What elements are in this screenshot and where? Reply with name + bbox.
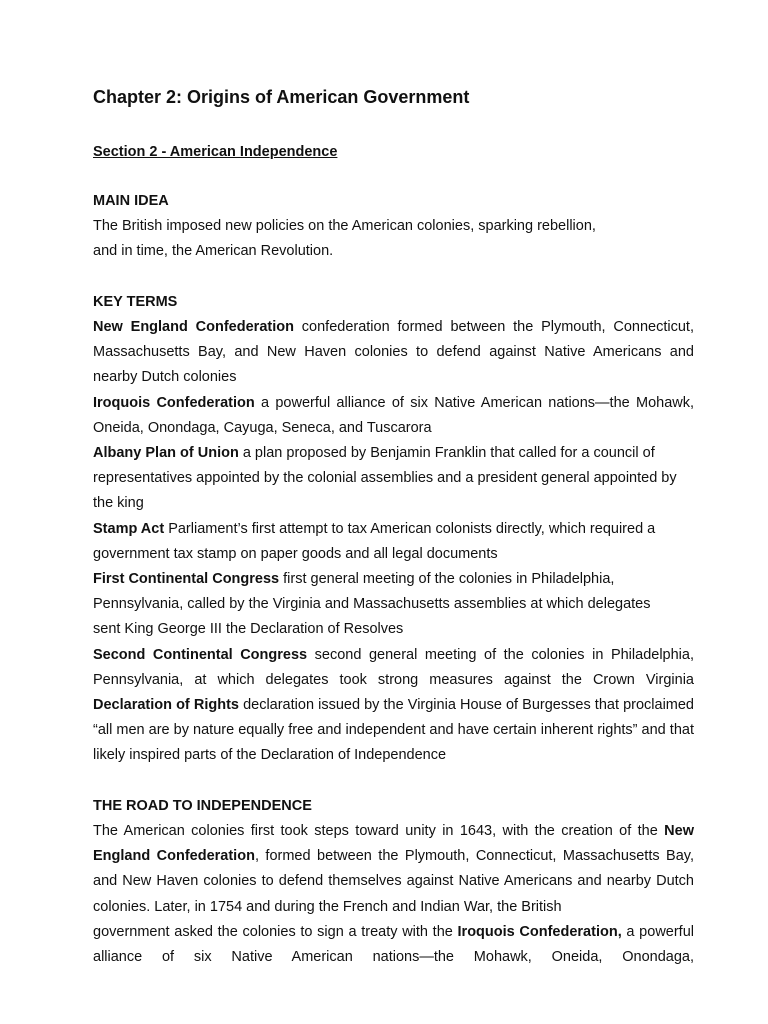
road-p1-text-a: The American colonies first took steps toward unity in 1643, with the creation of the — [93, 823, 665, 840]
key-term: Stamp Act — [93, 520, 165, 537]
road-p2-text-b: a powerful alliance of six Native American nations—the Mohawk, Oneida, Onondaga, — [93, 923, 694, 966]
key-term-definition-line: Pennsylvania, at which delegates took strong measures against the Crown Virginia — [93, 671, 694, 688]
key-term-definition: confederation formed between the Plymouth, Connecticut, Massachusetts Bay, and New Haven colonies to defend against Native Americans and nearby Dutch colonies — [93, 319, 694, 386]
key-term: First Continental Congress — [93, 571, 280, 588]
key-term: Second Continental Congress — [93, 646, 308, 663]
key-term: New England Confederation — [93, 319, 294, 335]
key-term-entry — [93, 517, 694, 567]
key-term: Declaration of Rights — [93, 697, 239, 714]
key-term: Iroquois Confederation — [93, 394, 255, 411]
key-term-entry — [93, 567, 694, 592]
road-p2-term: Iroquois Confederation, — [457, 923, 622, 940]
document-page — [93, 84, 694, 970]
key-term-definition: a plan proposed by Benjamin Franklin that called for a council of representatives appointed by the colonial assemblies and a president general appointed by the king — [93, 445, 677, 512]
key-term: Albany Plan of Union — [93, 445, 239, 462]
key-term-definition: a powerful alliance of six Native American nations—the Mohawk, Oneida, Onondaga, Cayuga, Seneca, and Tuscarora — [93, 394, 695, 436]
key-term-entry — [93, 315, 694, 391]
road-p1-term: New England Confederation — [93, 823, 694, 865]
key-terms-heading: KEY TERMS — [93, 293, 178, 310]
key-term-definition: Parliament’s first attempt to tax American colonists directly, which required a government tax stamp on paper goods and all legal documents — [93, 520, 656, 562]
key-term-entry — [93, 441, 694, 517]
main-idea-line-1: The British imposed new policies on the American colonies, sparking rebellion, — [93, 218, 596, 235]
road-paragraph-1 — [93, 819, 694, 920]
road-p2-text-a: government asked the colonies to sign a treaty with the — [93, 923, 458, 940]
chapter-title: Chapter 2: Origins of American Government — [93, 87, 470, 107]
key-terms-section — [93, 290, 694, 769]
road-paragraph-2 — [93, 920, 694, 970]
key-term-entry — [93, 693, 694, 769]
road-p1-text-b: , formed between the Plymouth, Connecticut, Massachusetts Bay, and New Haven colonies to defend themselves against Native Americans and nearby Dutch colonies. Later, in 1754 and during the French and Indian War, the British — [93, 848, 694, 915]
main-idea-heading: MAIN IDEA — [93, 193, 169, 209]
section-title: Section 2 - American Independence — [93, 144, 338, 160]
key-term-definition: first general meeting of the colonies in Philadelphia, — [279, 571, 615, 588]
key-term-definition-line: sent King George III the Declaration of Resolves — [93, 621, 404, 638]
main-idea-section — [93, 189, 694, 265]
key-term-definition: second general meeting of the colonies in Philadelphia, — [307, 646, 694, 663]
road-heading: THE ROAD TO INDEPENDENCE — [93, 797, 312, 814]
key-term-definition: declaration issued by the Virginia House of Burgesses that proclaimed “all men are by nature equally free and independent and have certain inherent rights” and that likely inspired parts of the Declaration of Independence — [93, 697, 694, 764]
main-idea-line-2: and in time, the American Revolution. — [93, 243, 334, 260]
key-term-entry — [93, 643, 694, 668]
key-term-entry — [93, 391, 694, 441]
key-term-definition-line: Pennsylvania, called by the Virginia and Massachusetts assemblies at which delegates — [93, 596, 651, 613]
road-section — [93, 794, 694, 970]
